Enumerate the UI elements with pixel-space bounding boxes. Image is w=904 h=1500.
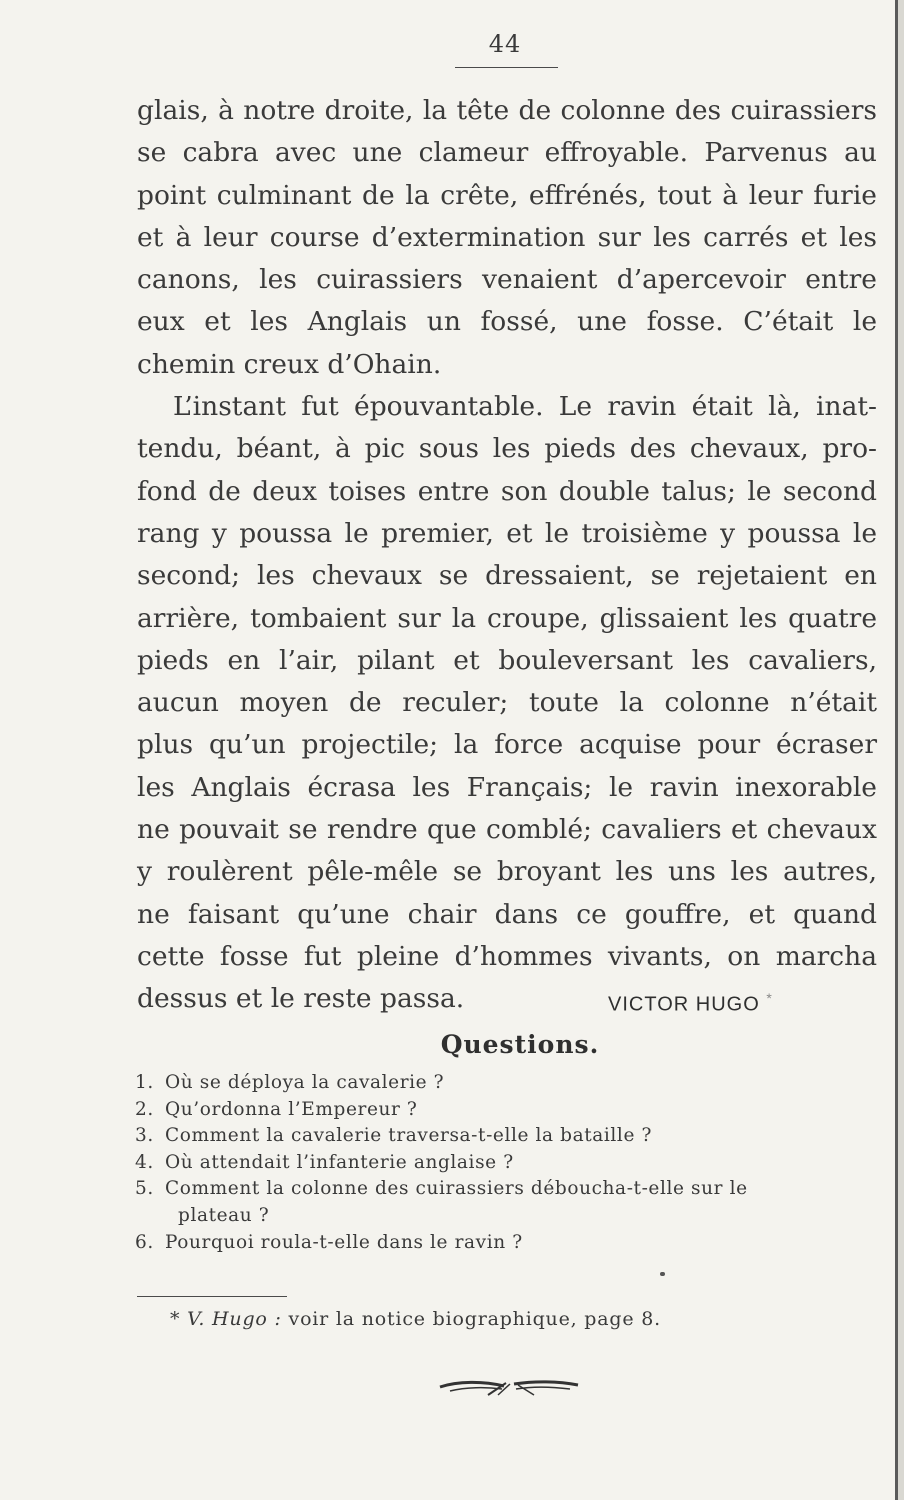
page-number: 44 (488, 30, 522, 58)
tail-ornament-icon (438, 1377, 580, 1399)
body-line: plus qu’un projectile; la force acquise pour écraser (137, 729, 877, 761)
body-line: tendu, béant, à pic sous les pieds des chevaux, pro- (137, 433, 877, 465)
body-line: ne pouvait se rendre que comblé; cavaliers et chevaux (137, 814, 877, 846)
body-line: cette fosse fut pleine d’hommes vivants, on marcha (137, 940, 877, 972)
body-line: point culminant de la crête, effrénés, tout à leur furie (137, 179, 877, 211)
question-number: 1. (135, 1072, 154, 1093)
body-line: dessus et le reste passa. (137, 983, 465, 1015)
question-item (135, 1097, 875, 1124)
questions-heading: Questions. (440, 1030, 600, 1059)
footnote-rule (137, 1296, 287, 1297)
body-line: les Anglais écrasa les Français; le ravin inexorable (137, 771, 877, 803)
body-line: arrière, tombaient sur la croupe, glissaient les quatre (137, 602, 877, 634)
body-line: rang y poussa le premier, et le troisième y poussa le (137, 517, 877, 549)
footnote-text: voir la notice biographique, page 8. (288, 1308, 661, 1330)
page-edge-shadow (898, 0, 904, 1500)
ink-speck (660, 1272, 665, 1276)
question-item (135, 1070, 875, 1097)
footnote-mark: * (170, 1308, 181, 1330)
questions-list (135, 1070, 875, 1256)
author-footnote-mark: * (766, 990, 773, 1006)
author-signature (608, 990, 773, 1017)
question-text: Qu’ordonna l’Empereur ? (165, 1098, 418, 1120)
question-number: 3. (135, 1125, 154, 1147)
question-number: 6. (135, 1231, 154, 1253)
body-text (137, 90, 877, 1021)
question-text: Pourquoi roula-t-elle dans le ravin ? (165, 1231, 523, 1253)
body-line: L’instant fut épouvantable. Le ravin était là, inat- (173, 391, 877, 423)
question-item (135, 1150, 875, 1177)
question-item (135, 1230, 875, 1257)
question-text: Où se déploya la cavalerie ? (165, 1072, 445, 1093)
body-line: aucun moyen de reculer; toute la colonne n’était (137, 687, 877, 719)
body-line: y roulèrent pêle-mêle se broyant les uns les autres, (137, 856, 877, 888)
body-line: se cabra avec une clameur effroyable. Parvenus au (137, 137, 877, 169)
question-number: 5. (135, 1178, 154, 1200)
question-number: 2. (135, 1098, 154, 1120)
footnote (170, 1308, 661, 1330)
body-line: canons, les cuirassiers venaient d’apercevoir entre (137, 264, 877, 296)
body-line: glais, à notre droite, la tête de colonne des cuirassiers (137, 95, 877, 126)
body-line: fond de deux toises entre son double talus; le second (137, 475, 877, 507)
body-line: et à leur course d’extermination sur les carrés et les (137, 221, 877, 253)
question-text: Comment la cavalerie traversa-t-elle la bataille ? (165, 1125, 652, 1147)
body-line: second; les chevaux se dressaient, se rejetaient en (137, 560, 877, 592)
body-line: chemin creux d’Ohain. (137, 348, 442, 380)
question-text: Où attendait l’infanterie anglaise ? (165, 1151, 514, 1173)
author-name: VICTOR HUGO (608, 993, 760, 1016)
question-item (135, 1123, 875, 1150)
body-line: pieds en l’air, pilant et bouleversant les cavaliers, (137, 644, 877, 676)
page-edge-line (895, 0, 898, 1500)
question-text: Comment la colonne des cuirassiers déboucha-t-elle sur le (165, 1178, 748, 1200)
footnote-author: V. Hugo : (187, 1308, 282, 1330)
body-line: eux et les Anglais un fossé, une fosse. C’était le (137, 306, 877, 338)
page-number-rule (455, 67, 558, 68)
question-continuation: plateau ? (178, 1204, 270, 1226)
question-number: 4. (135, 1151, 154, 1173)
question-item (135, 1176, 875, 1203)
body-line: ne faisant qu’une chair dans ce gouffre, et quand (137, 898, 877, 930)
